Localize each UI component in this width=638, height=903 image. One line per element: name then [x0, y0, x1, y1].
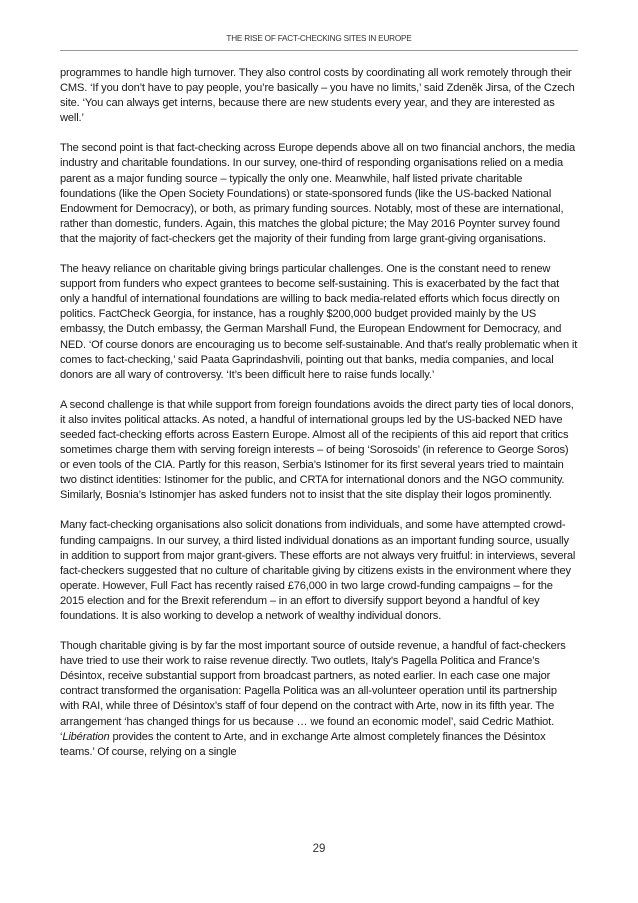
paragraph-1: programmes to handle high turnover. They also control costs by coordinating all work remotely through their CMS. ‘If you don’t have to pay people, you’re basically – you have no limits,’ said Zdeněk Jirsa, of the Czech site. ‘You can always get interns, because there are new students every year, and they are interested as well.’ [60, 67, 575, 125]
header-divider [60, 50, 578, 51]
page-number: 29 [312, 843, 326, 855]
paragraph-6-part-2: provides the content to Arte, and in exchange Arte almost completely finances the Désintox teams.’ Of course, relying on a single [60, 730, 546, 758]
paragraph-6 [60, 639, 578, 760]
paragraph-5: Many fact-checking organisations also solicit donations from individuals, and some have attempted crowd-funding campaigns. In our survey, a third listed individual donations as an important funding source, usually in addition to support from major grant-givers. These efforts are not always very fruitful: in interviews, several fact-checkers suggested that no culture of charitable giving by citizens exists in the environment where they operate. However, Full Fact has recently raised £76,000 in two large crowd-funding campaigns – for the 2015 election and for the Brexit referendum – in an effort to diversify support beyond a handful of key foundations. It is also working to develop a network of wealthy individual donors. [60, 519, 576, 622]
body-text [60, 66, 578, 775]
paragraph-6-italic-title: Libération [62, 730, 110, 743]
paragraph-2: The second point is that fact-checking across Europe depends above all on two financial anchors, the media industry and charitable foundations. In our survey, one-third of responding organisations relied on a media parent as a major funding source – typically the only one. Meanwhile, half listed private charitable foundations (like the Open Society Foundations) or state-sponsored funds (like the US-backed National Endowment for Democracy), or both, as primary funding sources. Notably, most of these are international, rather than domestic, funders. Again, this matches the global picture; the May 2016 Poynter survey found that the majority of fact-checkers get the majority of their funding from large grant-giving organisations. [60, 142, 576, 245]
paragraph-6-part-1: Though charitable giving is by far the most important source of outside revenue, a handful of fact-checkers have tried to use their work to raise revenue directly. Two outlets, Italy’s Pagella Politica and France’s Désintox, receive substantial support from broadcast partners, as noted earlier. In each case one major contract transformed the organisation: Pagella Politica was an all-volunteer operation until its partnership with RAI, while three of Désintox’s staff of four depend on the contract with Arte, now in its fifth year. The arrangement ‘has changed things for us because … we found an economic model’, said Cedric Mathiot. ‘ [60, 640, 566, 743]
paragraph-3: The heavy reliance on charitable giving brings particular challenges. One is the constant need to renew support from funders who expect grantees to become self-sustaining. This is exacerbated by the fact that only a handful of international foundations are willing to back media-related efforts which focus directly on politics. FactCheck Georgia, for instance, has a roughly $200,000 budget provided mainly by the US embassy, the Dutch embassy, the German Marshall Fund, the European Endowment for Democracy, and NED. ‘Of course donors are encouraging us to become self-sustainable. And that’s really problematic when it comes to fact-checking,’ said Paata Gaprindashvili, pointing out that banks, media companies, and local donors are all wary of controversy. ‘It’s been difficult here to raise funds locally.’ [60, 263, 578, 381]
paragraph-4: A second challenge is that while support from foreign foundations avoids the direct party ties of local donors, it also invites political attacks. As noted, a handful of international groups led by the US-backed NED have seeded fact-checking efforts across Eastern Europe. Almost all of the recipients of this aid report that critics sometimes charge them with serving foreign interests – of being ‘Sorosoids’ (in reference to George Soros) or even tools of the CIA. Partly for this reason, Serbia’s Istinomer for its first several years tried to maintain two distinct identities: Istinomer for the public, and CRTA for international donors and the NGO community. Similarly, Bosnia’s Istinomjer has asked funders not to insist that the site display their logos prominently. [60, 398, 574, 502]
running-header: THE RISE OF FACT-CHECKING SITES IN EUROPE [226, 34, 412, 43]
